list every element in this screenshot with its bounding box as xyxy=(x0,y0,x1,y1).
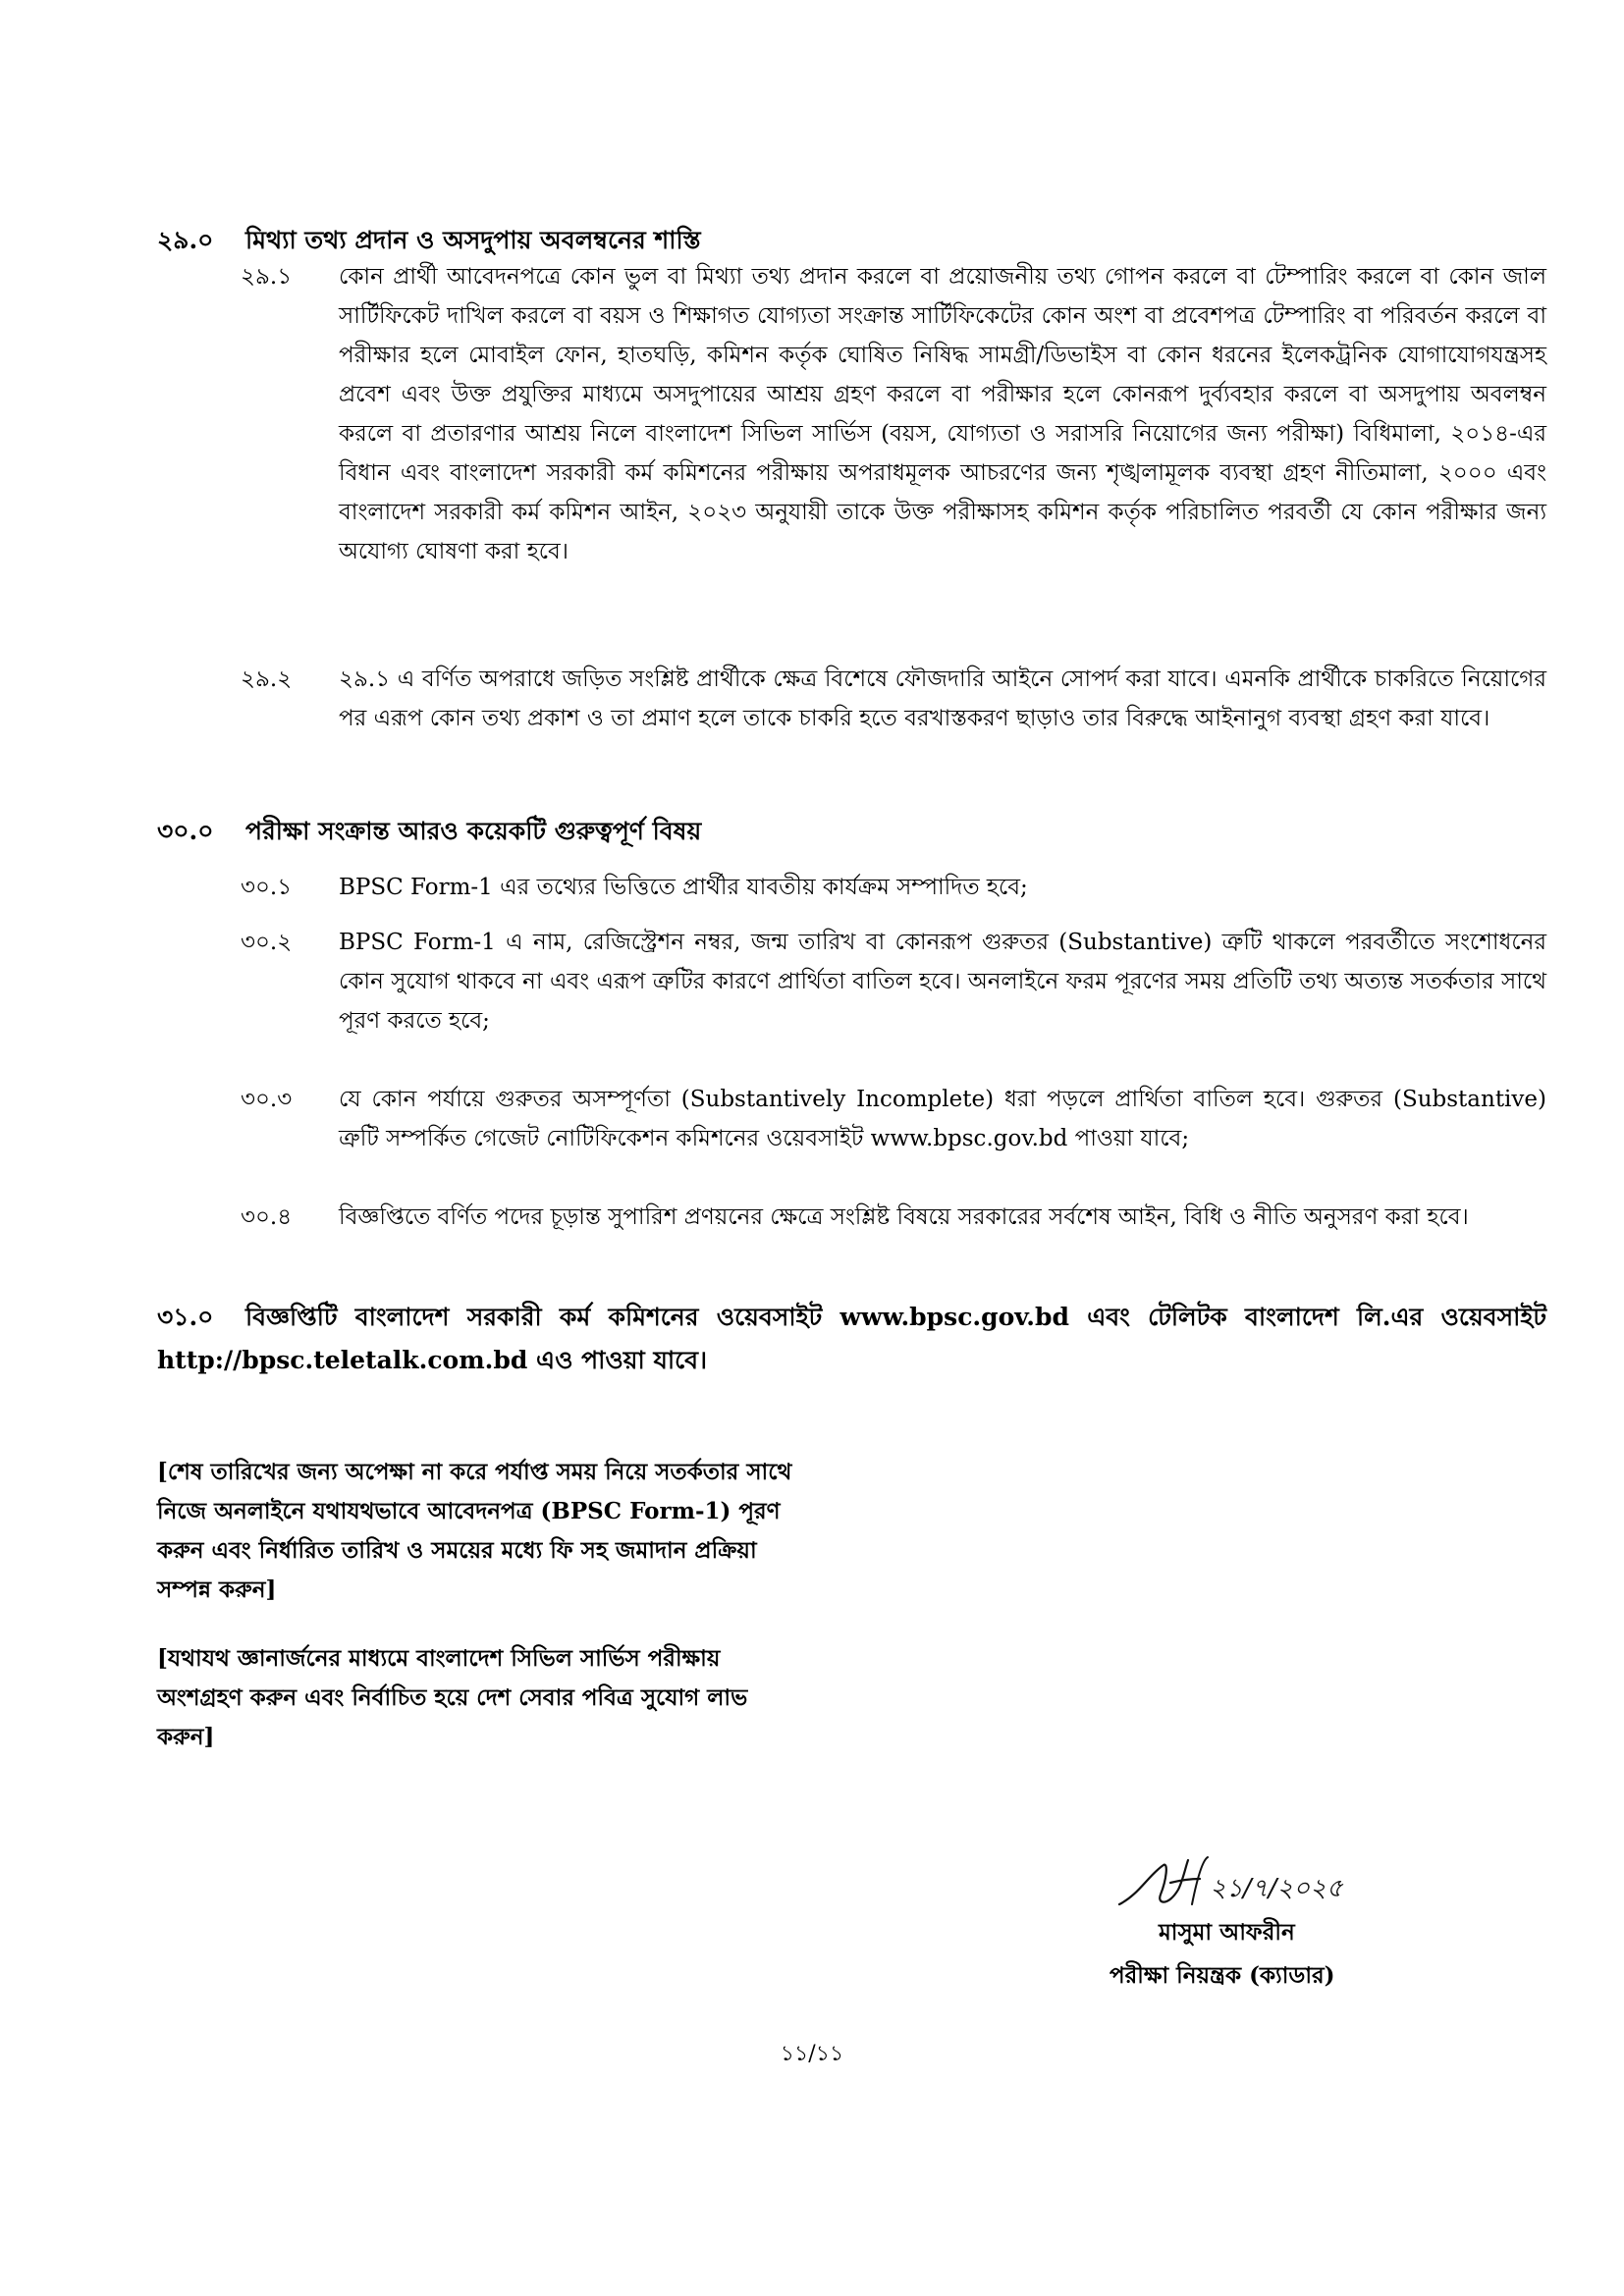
section-29-heading xyxy=(157,224,701,257)
section-30-number: ৩০.০ xyxy=(157,817,214,845)
item-29-2 xyxy=(241,660,1546,738)
page-number: ১১/১১ xyxy=(780,2042,844,2066)
item-number: ২৯.২ xyxy=(241,667,293,692)
item-30-2 xyxy=(241,923,1546,1041)
note-apply-online: [শেষ তারিখের জন্য অপেক্ষা না করে পর্যাপ্ত সময় নিয়ে সতর্কতার সাথে নিজে অনলাইনে যথাযথভাবে আবেদনপত্র (BPSC Form-1) পূরণ করুন এবং নির্ধারিত তারিখ ও সময়ের মধ্যে ফি সহ জমাদান প্রক্রিয়া সম্পন্ন করুন] xyxy=(157,1459,792,1603)
item-number: ৩০.৩ xyxy=(241,1087,293,1112)
section-29-number: ২৯.০ xyxy=(157,226,214,254)
item-number: ২৯.১ xyxy=(241,264,293,290)
note-participate: [যথাযথ জ্ঞানার্জনের মাধ্যমে বাংলাদেশ সিভিল সার্ভিস পরীক্ষায় অংশগ্রহণ করুন এবং নির্বাচিত হয়ে দেশ সেবার পবিত্র সুযোগ লাভ করুন] xyxy=(157,1645,748,1750)
signatory-title: পরীক্ষা নিয়ন্ত্রক (ক্যাডার) xyxy=(1110,1962,1335,1989)
signature-date: ২১/৭/২০২৫ xyxy=(1210,1874,1343,1903)
item-30-4 xyxy=(241,1198,1546,1237)
item-number: ৩০.২ xyxy=(241,930,293,955)
section-31-text: বিজ্ঞপ্তিটি বাংলাদেশ সরকারী কর্ম কমিশনের ওয়েবসাইট www.bpsc.gov.bd এবং টেলিটক বাংলাদেশ লি.এর ওয়েবসাইট http://bpsc.teletalk.com.bd এও পাওয়া যাবে। xyxy=(157,1303,1546,1374)
item-text: ২৯.১ এ বর্ণিত অপরাধে জড়িত সংশ্লিষ্ট প্রার্থীকে ক্ষেত্র বিশেষে ফৌজদারি আইনে সোপর্দ করা যাবে। এমনকি প্রার্থীকে চাকরিতে নিয়োগের পর এরূপ কোন তথ্য প্রকাশ ও তা প্রমাণ হলে তাকে চাকরি হতে বরখাস্তকরণ ছাড়াও তার বিরুদ্ধে আইনানুগ ব্যবস্থা গ্রহণ করা যাবে। xyxy=(339,667,1546,731)
item-29-1 xyxy=(241,257,1546,571)
section-30-title: পরীক্ষা সংক্রান্ত আরও কয়েকটি গুরুত্বপূর্ণ বিষয় xyxy=(245,817,702,845)
section-30-heading xyxy=(157,815,701,848)
item-30-3 xyxy=(241,1080,1546,1158)
section-31-number: ৩১.০ xyxy=(157,1303,214,1331)
item-text: BPSC Form-1 এর তথ্যের ভিত্তিতে প্রার্থীর যাবতীয় কার্যক্রম সম্পাদিত হবে; xyxy=(339,875,1028,900)
section-29-title: মিথ্যা তথ্য প্রদান ও অসদুপায় অবলম্বনের শাস্তি xyxy=(245,226,701,254)
item-text: বিজ্ঞপ্তিতে বর্ণিত পদের চূড়ান্ত সুপারিশ প্রণয়নের ক্ষেত্রে সংশ্লিষ্ট বিষয়ে সরকারের সর্বশেষ আইন, বিধি ও নীতি অনুসরণ করা হবে। xyxy=(339,1204,1469,1230)
section-31-paragraph xyxy=(157,1296,1546,1382)
item-30-1 xyxy=(241,868,1546,907)
item-text: কোন প্রার্থী আবেদনপত্রে কোন ভুল বা মিথ্যা তথ্য প্রদান করলে বা প্রয়োজনীয় তথ্য গোপন করলে বা টেম্পারিং করলে বা কোন জাল সার্টিফিকেট দাখিল করলে বা বয়স ও শিক্ষাগত যোগ্যতা সংক্রান্ত সার্টিফিকেটের কোন অংশ বা প্রবেশপত্র টেম্পারিং বা পরিবর্তন করলে বা পরীক্ষার হলে মোবাইল ফোন, হাতঘড়ি, কমিশন কর্তৃক ঘোষিত নিষিদ্ধ সামগ্রী/ডিভাইস বা কোন ধরনের ইলেকট্রনিক যোগাযোগযন্ত্রসহ প্রবেশ এবং উক্ত প্রযুক্তির মাধ্যমে অসদুপায়ের আশ্রয় গ্রহণ করলে বা পরীক্ষার হলে কোনরূপ দুর্ব্যবহার করলে বা অসদুপায় অবলম্বন করলে বা প্রতারণার আশ্রয় নিলে বাংলাদেশ সিভিল সার্ভিস (বয়স, যোগ্যতা ও সরাসরি নিয়োগের জন্য পরীক্ষা) বিধিমালা, ২০১৪-এর বিধান এবং বাংলাদেশ সরকারী কর্ম কমিশনের পরীক্ষায় অপরাধমূলক আচরণের জন্য শৃঙ্খলামূলক ব্যবস্থা গ্রহণ নীতিমালা, ২০০০ এবং বাংলাদেশ সরকারী কর্ম কমিশন আইন, ২০২৩ অনুযায়ী তাকে উক্ত পরীক্ষাসহ কমিশন কর্তৃক পরিচালিত পরবর্তী যে কোন পরীক্ষার জন্য অযোগ্য ঘোষণা করা হবে। xyxy=(339,264,1546,564)
item-text: BPSC Form-1 এ নাম, রেজিস্ট্রেশন নম্বর, জন্ম তারিখ বা কোনরূপ গুরুতর (Substantive) ত্রুটি থাকলে পরবর্তীতে সংশোধনের কোন সুযোগ থাকবে না এবং এরূপ ত্রুটির কারণে প্রার্থিতা বাতিল হবে। অনলাইনে ফরম পূরণের সময় প্রতিটি তথ্য অত্যন্ত সতর্কতার সাথে পূরণ করতে হবে; xyxy=(339,930,1546,1034)
item-number: ৩০.৪ xyxy=(241,1204,293,1230)
item-text: যে কোন পর্যায়ে গুরুতর অসম্পূর্ণতা (Substantively Incomplete) ধরা পড়লে প্রার্থিতা বাতিল হবে। গুরুতর (Substantive) ত্রুটি সম্পর্কিত গেজেট নোটিফিকেশন কমিশনের ওয়েবসাইট www.bpsc.gov.bd পাওয়া যাবে; xyxy=(339,1087,1546,1151)
handwritten-signature xyxy=(1110,1836,1345,1924)
signatory-name: মাসুমা আফরীন xyxy=(1159,1919,1295,1946)
item-number: ৩০.১ xyxy=(241,875,293,900)
